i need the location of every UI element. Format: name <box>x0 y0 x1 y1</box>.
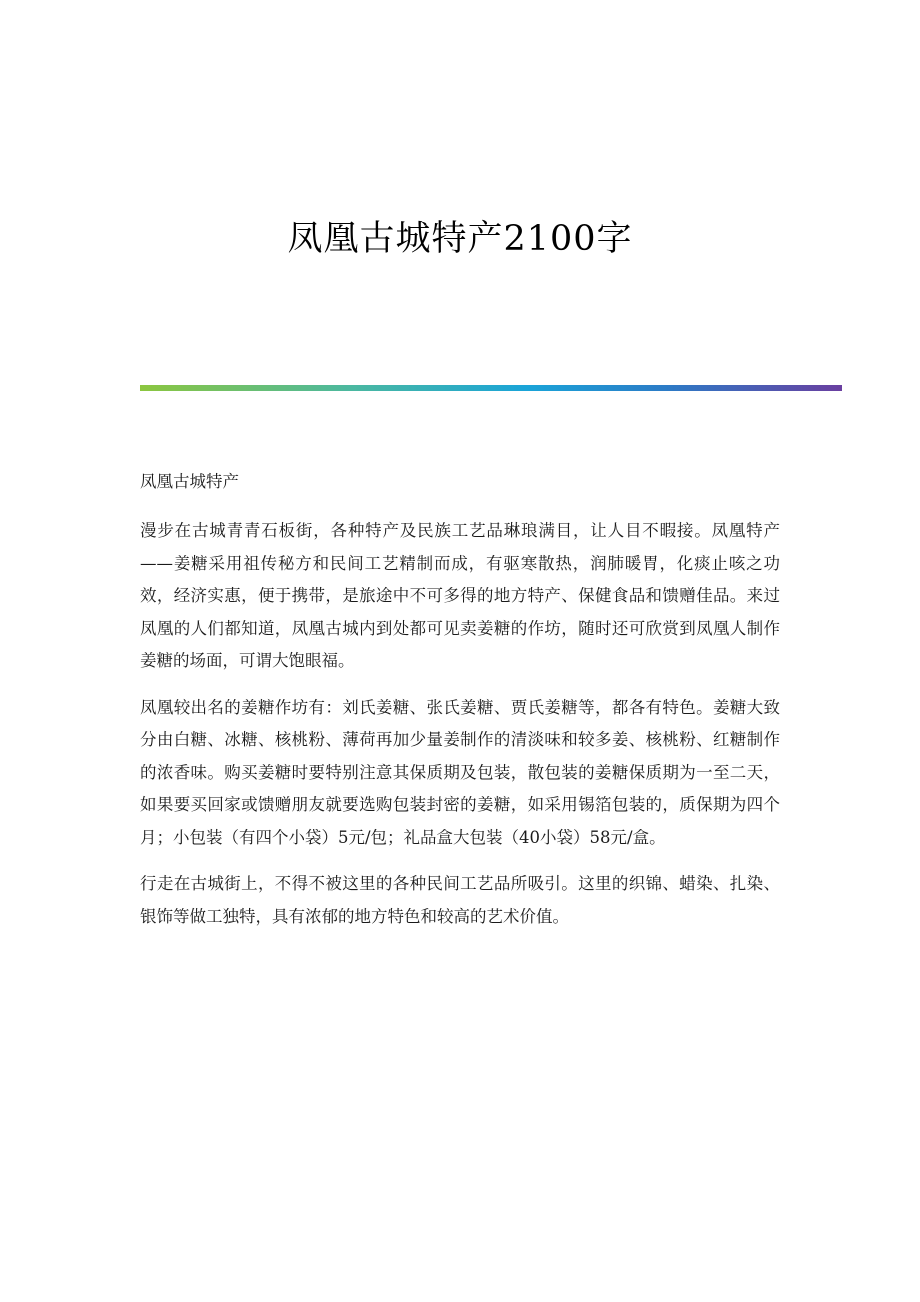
paragraph-1: 漫步在古城青青石板街，各种特产及民族工艺品琳琅满目，让人目不暇接。凤凰特产——姜糖采用祖传秘方和民间工艺精制而成，有驱寒散热，润肺暖胃，化痰止咳之功效，经济实惠，便于携带，是旅途中不可多得的地方特产、保健食品和馈赠佳品。来过凤凰的人们都知道，凤凰古城内到处都可见卖姜糖的作坊，随时还可欣赏到凤凰人制作姜糖的场面，可谓大饱眼福。 <box>140 521 780 670</box>
section-heading: 凤凰古城特产 <box>140 472 239 491</box>
document-title: 凤凰古城特产2100字 <box>287 219 633 259</box>
document-body <box>140 466 780 947</box>
paragraph-2: 凤凰较出名的姜糖作坊有：刘氏姜糖、张氏姜糖、贾氏姜糖等，都各有特色。姜糖大致分由白糖、冰糖、核桃粉、薄荷再加少量姜制作的清淡味和较多姜、核桃粉、红糖制作的浓香味。购买姜糖时要特别注意其保质期及包装，散包装的姜糖保质期为一至二天，如果要买回家或馈赠朋友就要选购包装封密的姜糖，如采用锡箔包装的，质保期为四个月；小包装（有四个小袋）5元/包；礼品盒大包装（40小袋）58元/盒。 <box>140 697 780 847</box>
gradient-divider <box>140 385 842 391</box>
paragraph-3: 行走在古城街上，不得不被这里的各种民间工艺品所吸引。这里的织锦、蜡染、扎染、银饰等做工独特，具有浓郁的地方特色和较高的艺术价值。 <box>140 874 780 926</box>
